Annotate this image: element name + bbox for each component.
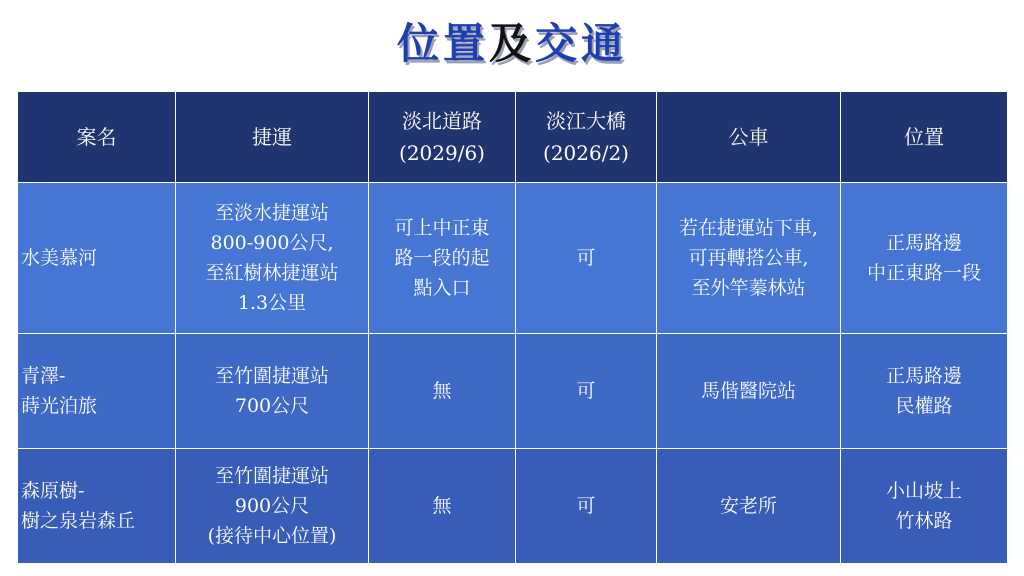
cell-bus: 若在捷運站下車, 可再轉搭公車, 至外竿蓁林站: [657, 183, 841, 334]
table-row: [18, 334, 1008, 449]
cell-danbei-road: 可上中正東 路一段的起 點入口: [369, 183, 516, 334]
cell-location: 小山坡上 竹林路: [841, 449, 1008, 564]
title-part-3: 交通: [535, 19, 628, 68]
page-title: [0, 14, 1024, 74]
cell-danjiang-bridge: 可: [516, 334, 657, 449]
location-transport-table: [17, 91, 1008, 564]
header-project-name: 案名: [18, 92, 176, 183]
header-danjiang-bridge: 淡江大橋 (2026/2): [516, 92, 657, 183]
cell-danbei-road: 無: [369, 449, 516, 564]
cell-project-name: 水美慕河: [18, 183, 176, 334]
cell-mrt: 至竹圍捷運站 900公尺 (接待中心位置): [176, 449, 369, 564]
cell-location: 正馬路邊 中正東路一段: [841, 183, 1008, 334]
header-bus: 公車: [657, 92, 841, 183]
header-mrt: 捷運: [176, 92, 369, 183]
cell-bus: 安老所: [657, 449, 841, 564]
header-danbei-road: 淡北道路 (2029/6): [369, 92, 516, 183]
cell-mrt: 至竹圍捷運站 700公尺: [176, 334, 369, 449]
cell-location: 正馬路邊 民權路: [841, 334, 1008, 449]
title-part-2: 及: [488, 19, 535, 68]
header-location: 位置: [841, 92, 1008, 183]
table-row: [18, 183, 1008, 334]
cell-project-name: 森原樹- 樹之泉岩森丘: [18, 449, 176, 564]
cell-bus: 馬偕醫院站: [657, 334, 841, 449]
table-row: [18, 449, 1008, 564]
cell-project-name: 青澤- 蒔光泊旅: [18, 334, 176, 449]
title-part-1: 位置: [396, 19, 489, 68]
cell-danjiang-bridge: 可: [516, 183, 657, 334]
cell-danjiang-bridge: 可: [516, 449, 657, 564]
table-header-row: [18, 92, 1008, 183]
cell-mrt: 至淡水捷運站 800-900公尺, 至紅樹林捷運站 1.3公里: [176, 183, 369, 334]
cell-danbei-road: 無: [369, 334, 516, 449]
